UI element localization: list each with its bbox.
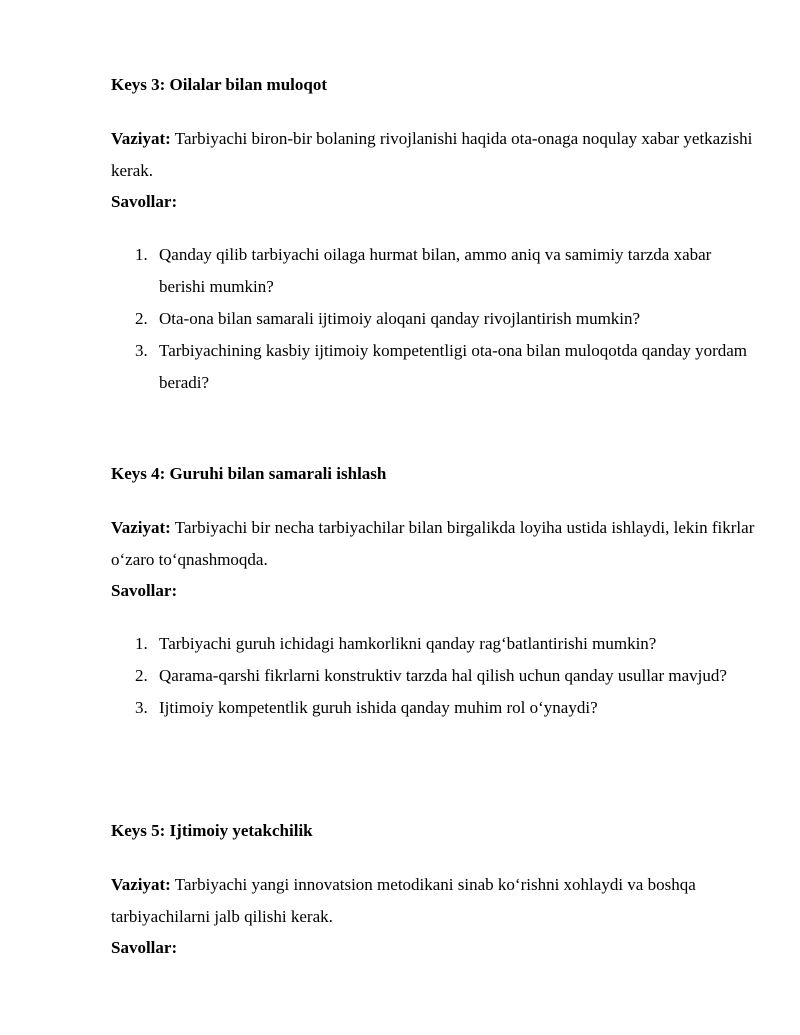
list-number: 1.	[135, 634, 148, 653]
case-4-title: Keys 4: Guruhi bilan samarali ishlash	[111, 464, 387, 483]
list-item	[111, 628, 761, 660]
case-5-situation	[111, 869, 761, 933]
case-3-situation	[111, 123, 761, 187]
situation-text: Tarbiyachi biron-bir bolaning rivojlanishi haqida ota-onaga noqulay xabar yetkazishi kerak.	[111, 129, 753, 180]
list-item	[111, 692, 761, 724]
case-3-question-list	[111, 239, 761, 399]
situation-label: Vaziyat:	[111, 518, 171, 537]
list-number: 3.	[135, 341, 148, 360]
situation-text: Tarbiyachi yangi innovatsion metodikani sinab ko‘rishni xohlaydi va boshqa tarbiyachilarni jalb qilishi kerak.	[111, 875, 696, 926]
case-4-situation	[111, 512, 761, 576]
list-item	[111, 335, 761, 399]
case-5	[111, 820, 761, 959]
case-5-questions-label: Savollar:	[111, 938, 178, 957]
case-4-questions-label: Savollar:	[111, 581, 178, 600]
question-text: Qanday qilib tarbiyachi oilaga hurmat bilan, ammo aniq va samimiy tarzda xabar berishi mumkin?	[159, 245, 712, 296]
case-4-question-list	[111, 628, 761, 724]
list-number: 1.	[135, 245, 148, 264]
situation-text: Tarbiyachi bir necha tarbiyachilar bilan birgalikda loyiha ustida ishlaydi, lekin fikrlar o‘zaro to‘qnashmoqda.	[111, 518, 755, 569]
situation-label: Vaziyat:	[111, 875, 171, 894]
case-4	[111, 463, 761, 724]
situation-label: Vaziyat:	[111, 129, 171, 148]
case-5-title: Keys 5: Ijtimoiy yetakchilik	[111, 821, 313, 840]
case-3	[111, 74, 761, 399]
list-number: 2.	[135, 309, 148, 328]
question-text: Ota-ona bilan samarali ijtimoiy aloqani qanday rivojlantirish mumkin?	[159, 309, 641, 328]
case-3-questions-label: Savollar:	[111, 192, 178, 211]
list-item	[111, 660, 761, 692]
list-number: 2.	[135, 666, 148, 685]
case-3-title: Keys 3: Oilalar bilan muloqot	[111, 75, 327, 94]
question-text: Ijtimoiy kompetentlik guruh ishida qanday muhim rol o‘ynaydi?	[159, 698, 598, 717]
question-text: Qarama-qarshi fikrlarni konstruktiv tarzda hal qilish uchun qanday usullar mavjud?	[159, 666, 727, 685]
question-text: Tarbiyachining kasbiy ijtimoiy kompetentligi ota-ona bilan muloqotda qanday yordam beradi?	[159, 341, 748, 392]
question-text: Tarbiyachi guruh ichidagi hamkorlikni qanday rag‘batlantirishi mumkin?	[159, 634, 657, 653]
list-item	[111, 239, 761, 303]
list-number: 3.	[135, 698, 148, 717]
list-item	[111, 303, 761, 335]
